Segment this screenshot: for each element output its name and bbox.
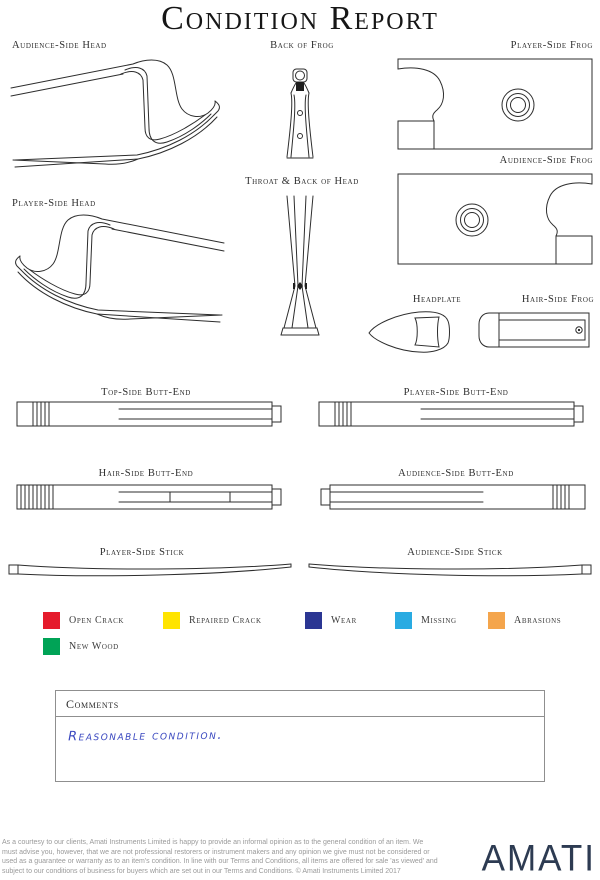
audience-side-butt-end-drawing [318,483,586,511]
comments-input[interactable]: Reasonable condition. [67,727,223,745]
label-headplate: Headplate [412,294,462,305]
label-top-side-butt-end: Top-Side Butt-End [101,387,191,398]
legend-item-open-crack [43,612,124,629]
audience-side-stick-drawing [308,560,592,580]
label-audience-side-stick: Audience-Side Stick [407,547,503,558]
player-side-stick-drawing [8,560,292,580]
hair-side-butt-end-drawing [16,483,284,511]
open-crack-swatch [43,612,60,629]
disclaimer-text: As a courtesy to our clients, Amati Instruments Limited is happy to provide an informal opinion as to the general condition of an item. We must advise you, however, that we are not professional restorers or instrument makers and any opinion we give must not be considered or used as a guarantee or warranty as to an item's condition. In line with our Terms and Conditions, all items are offered for sale 'as viewed' and subject to our conditions of business for buyers which are set out in our Terms and Conditions. © Amati Instruments Limited 2017 [2,839,438,875]
label-audience-side-frog: Audience-Side Frog [499,155,593,166]
legend-item-abrasions [488,612,561,629]
abrasions-swatch [488,612,505,629]
player-side-frog-drawing [396,57,594,151]
legend-label: Repaired Crack [189,615,262,626]
legend-item-repaired-crack [163,612,262,629]
label-player-side-frog: Player-Side Frog [510,40,593,51]
legend-item-new-wood [43,638,119,655]
page-title: Condition Report [161,0,439,37]
label-hair-side-frog: Hair-Side Frog [521,294,595,305]
label-throat-back-of-head: Throat & Back of Head [245,176,359,187]
label-player-side-head: Player-Side Head [12,198,96,209]
back-of-frog-drawing [280,68,320,160]
hair-side-frog-drawing [477,311,593,349]
label-audience-side-head: Audience-Side Head [12,40,107,51]
legend-label: Abrasions [514,615,562,626]
legend-label: New Wood [69,641,119,652]
label-player-side-stick: Player-Side Stick [99,547,185,558]
label-audience-side-butt-end: Audience-Side Butt-End [398,468,514,479]
label-player-side-butt-end: Player-Side Butt-End [403,387,509,398]
player-side-head-drawing [8,210,230,325]
wear-swatch [305,612,322,629]
label-back-of-frog: Back of Frog [270,40,334,51]
legend-item-missing [395,612,457,629]
legend-label: Wear [331,615,357,626]
comments-title: Comments [56,691,544,717]
headplate-drawing [367,308,453,355]
missing-swatch [395,612,412,629]
audience-side-frog-drawing [396,172,594,266]
audience-side-head-drawing [5,55,227,170]
legend-label: Open Crack [69,615,125,626]
legend-item-wear [305,612,357,629]
legend-label: Missing [421,615,457,626]
amati-logo: AMATI [481,838,596,879]
comments-box [55,690,545,782]
player-side-butt-end-drawing [318,400,586,428]
new-wood-swatch [43,638,60,655]
label-hair-side-butt-end: Hair-Side Butt-End [98,468,194,479]
repaired-crack-swatch [163,612,180,629]
throat-back-of-head-drawing [278,194,322,342]
top-side-butt-end-drawing [16,400,284,428]
